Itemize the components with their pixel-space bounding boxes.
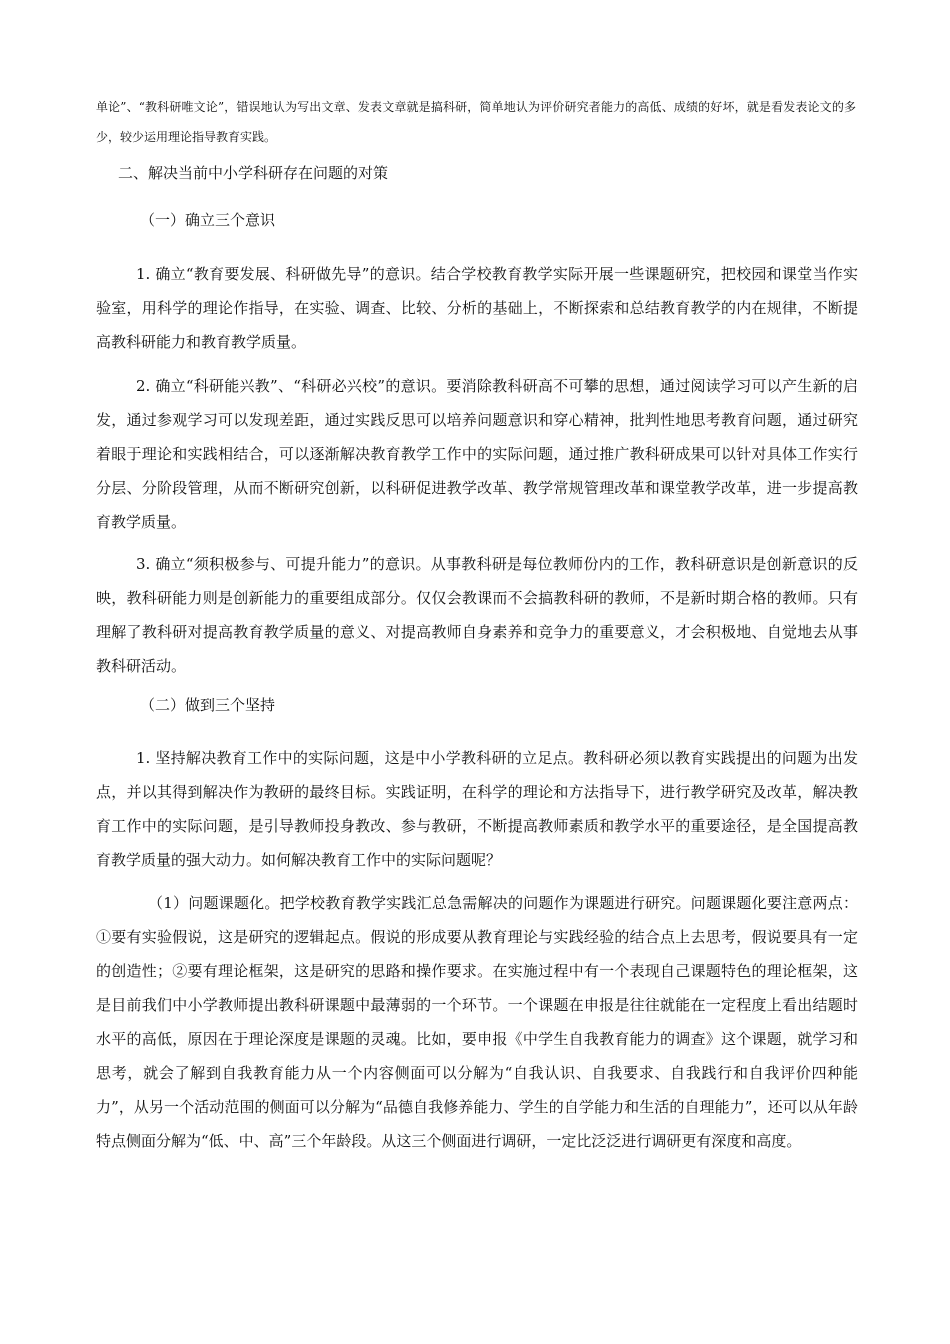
- paragraph-5: （1）问题课题化。把学校教育教学实践汇总急需解决的问题作为课题进行研究。问题课题化要注意两点：①要有实验假说，这是研究的逻辑起点。假说的形成要从教育理论与实践经验的结合点上去思考，假说要具有一定的创造性；②要有理论框架，这是研究的思路和操作要求。在实施过程中有一个表现自己课题特色的理论框架，这是目前我们中小学教师提出教科研课题中最薄弱的一个环节。一个课题在申报是往往就能在一定程度上看出结题时水平的高低，原因在于理论深度是课题的灵魂。比如，要申报《中学生自我教育能力的调查》这个课题，就学习和思考，就会了解到自我教育能力从一个内容侧面可以分解为“自我认识、自我要求、自我践行和自我评价四种能力”，从另一个活动范围的侧面可以分解为“品德自我修养能力、学生的自学能力和生活的自理能力”，还可以从年龄特点侧面分解为“低、中、高”三个年龄段。从这三个侧面进行调研，一定比泛泛进行调研更有深度和高度。: [96, 894, 858, 1150]
- paragraph-2: 2. 确立“科研能兴教”、“科研必兴校”的意识。要消除教科研高不可攀的思想，通过阅读学习可以产生新的启发，通过参观学习可以发现差距，通过实践反思可以培养问题意识和穿心精神，批判性地思考教育问题，通过研究着眼于理论和实践相结合，可以逐渐解决教育教学工作中的实际问题，通过推广教科研成果可以针对具体工作实行分层、分阶段管理，从而不断研究创新，以科研促进教学改革、教学常规管理改革和课堂教学改革，进一步提高教育教学质量。: [96, 377, 858, 531]
- intro-fragment: 单论”、“教科研唯文论”，错误地认为写出文章、发表文章就是搞科研，简单地认为评价研究者能力的高低、成绩的好坏，就是看发表论文的多少，较少运用理论指导教育实践。: [96, 100, 856, 144]
- paragraph-3: 3. 确立“须积极参与、可提升能力”的意识。从事教科研是每位教师份内的工作，教科研意识是创新意识的反映，教科研能力则是创新能力的重要组成部分。仅仅会教课而不会搞教科研的教师，不是新时期合格的教师。只有理解了教科研对提高教育教学质量的意义、对提高教师自身素养和竞争力的重要意义，才会积极地、自觉地去从事教科研活动。: [96, 555, 858, 675]
- paragraph-1: 1. 确立“教育要发展、科研做先导”的意识。结合学校教育教学实际开展一些课题研究，把校园和课堂当作实验室，用科学的理论作指导，在实验、调查、比较、分析的基础上，不断探索和总结教育教学的内在规律，不断提高教科研能力和教育教学质量。: [96, 265, 858, 351]
- section-title: 二、解决当前中小学科研存在问题的对策: [118, 164, 389, 182]
- subsection-1-title: （一）确立三个意识: [140, 211, 276, 229]
- subsection-2-title: （二）做到三个坚持: [140, 696, 276, 714]
- paragraph-4: 1. 坚持解决教育工作中的实际问题，这是中小学教科研的立足点。教科研必须以教育实践提出的问题为出发点，并以其得到解决作为教研的最终目标。实践证明，在科学的理论和方法指导下，进行教学研究及改革，解决教育工作中的实际问题，是引导教师投身教改、参与教研，不断提高教师素质和教学水平的重要途径，是全国提高教育教学质量的强大动力。如何解决教育工作中的实际问题呢？: [96, 749, 858, 869]
